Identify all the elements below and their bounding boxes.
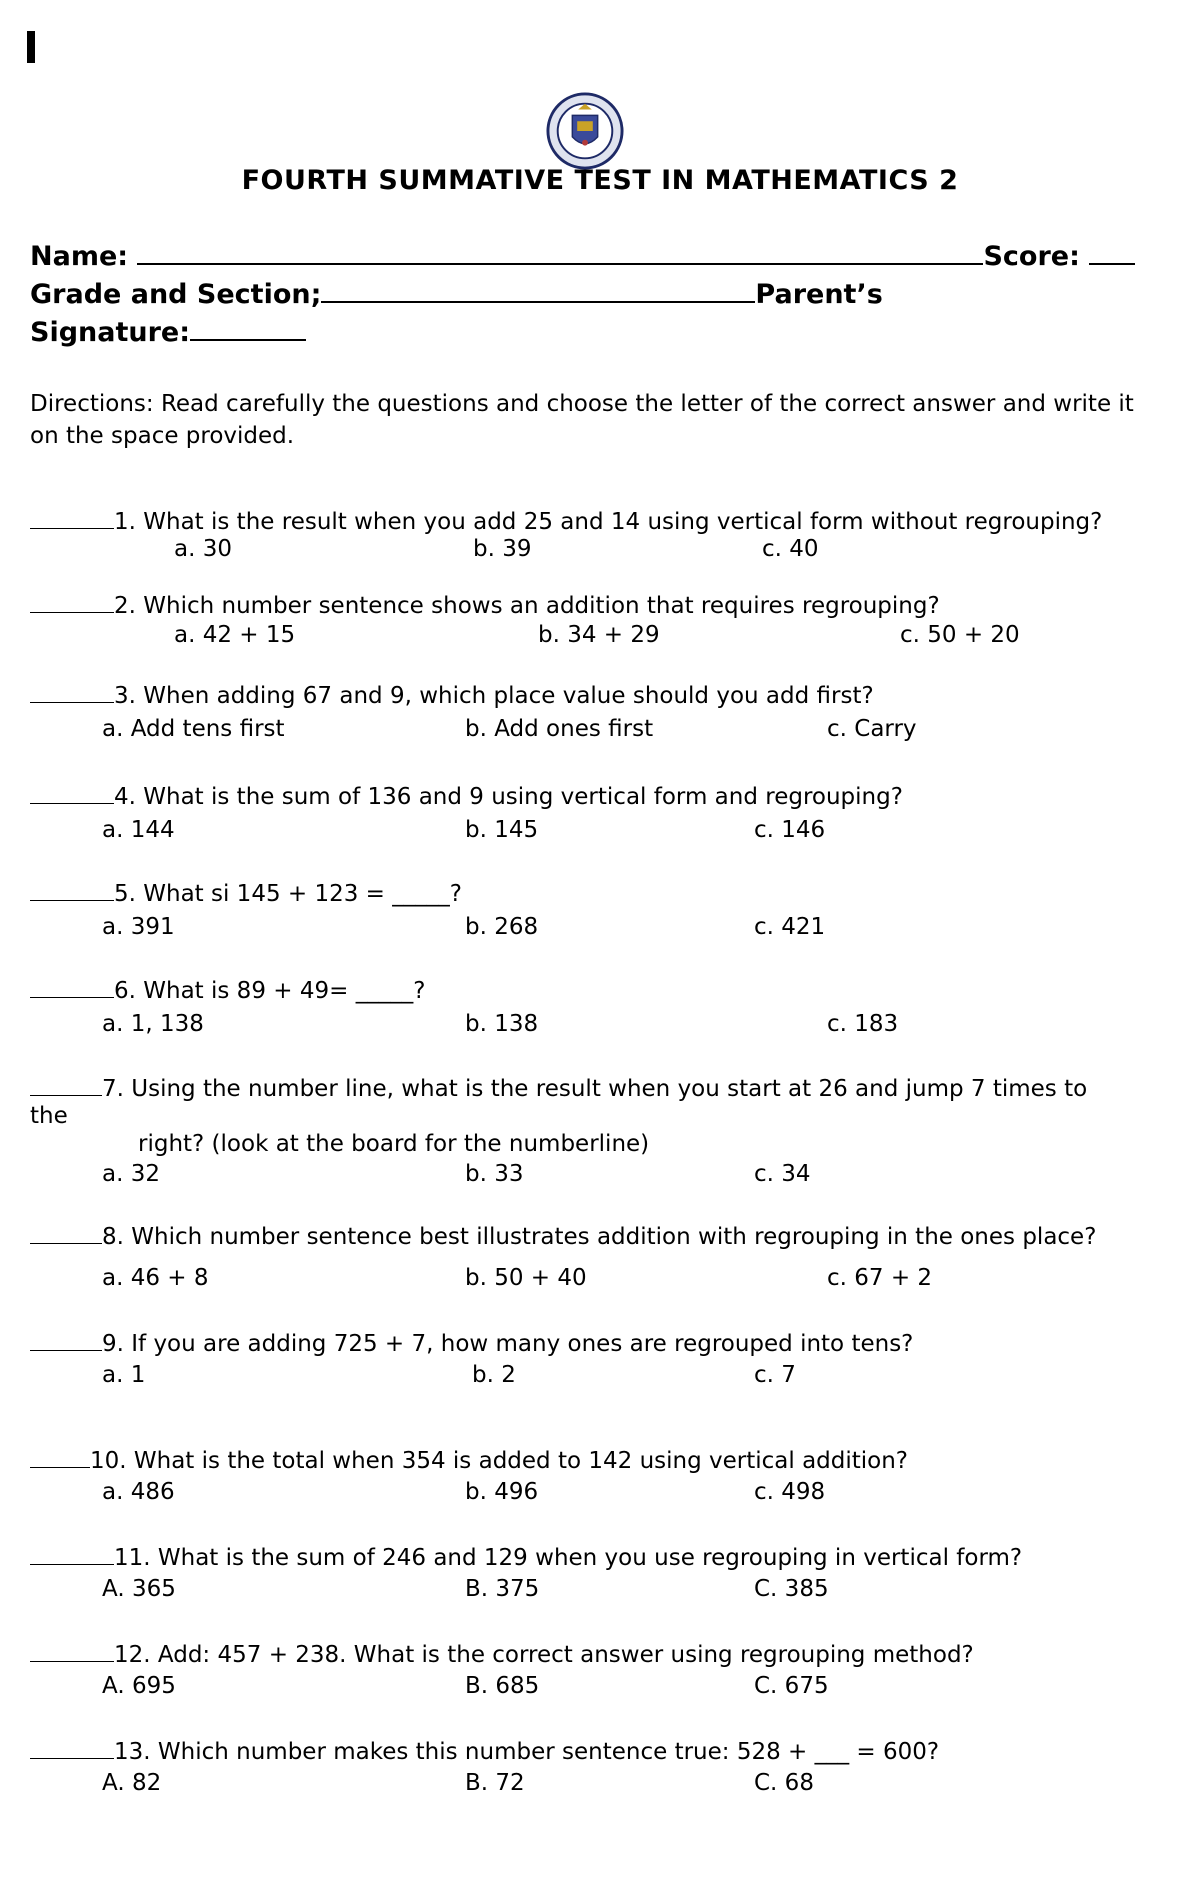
- answer-blank-10[interactable]: [30, 1447, 90, 1468]
- option-1a: a. 30: [174, 536, 232, 562]
- option-5a: a. 391: [102, 914, 175, 940]
- deped-seal-icon: [546, 92, 624, 170]
- question-1: [30, 508, 1102, 535]
- question-6: [30, 977, 425, 1004]
- grade-label: Grade and Section;: [30, 279, 322, 310]
- question-text-2: 2. Which number sentence shows an addition that requires regrouping?: [114, 593, 940, 619]
- question-text-9: 9. If you are adding 725 + 7, how many ones are regrouped into tens?: [102, 1331, 914, 1357]
- question-12: [30, 1641, 974, 1668]
- answer-blank-3[interactable]: [30, 682, 114, 703]
- answer-blank-8[interactable]: [30, 1223, 102, 1244]
- answer-blank-4[interactable]: [30, 783, 114, 804]
- option-8c: c. 67 + 2: [827, 1265, 933, 1291]
- question-5: [30, 880, 462, 907]
- option-10c: c. 498: [754, 1479, 826, 1505]
- question-text-10: 10. What is the total when 354 is added to 142 using vertical addition?: [90, 1448, 909, 1474]
- answer-blank-12[interactable]: [30, 1641, 114, 1662]
- option-3b: b. Add ones first: [465, 716, 654, 742]
- option-11b: B. 375: [465, 1576, 540, 1602]
- answer-blank-5[interactable]: [30, 880, 114, 901]
- option-9b: b. 2: [472, 1362, 516, 1388]
- parent-label: Parent’s: [755, 279, 883, 310]
- option-7c: c. 34: [754, 1161, 811, 1187]
- question-text-5: 5. What si 145 + 123 = _____?: [114, 881, 462, 907]
- option-10b: b. 496: [465, 1479, 539, 1505]
- option-3c: c. Carry: [827, 716, 917, 742]
- grade-field-row: [30, 279, 883, 310]
- answer-blank-7[interactable]: [30, 1075, 102, 1096]
- grade-blank[interactable]: [321, 279, 755, 303]
- option-10a: a. 486: [102, 1479, 175, 1505]
- question-9: [30, 1330, 913, 1357]
- directions-text: Directions: Read carefully the questions and choose the letter of the correct answer and write it on the space provided.: [30, 391, 1134, 449]
- option-4b: b. 145: [465, 817, 539, 843]
- option-13c: C. 68: [754, 1770, 814, 1796]
- option-7b: b. 33: [465, 1161, 524, 1187]
- option-2c: c. 50 + 20: [900, 622, 1020, 648]
- option-1c: c. 40: [762, 536, 819, 562]
- answer-blank-9[interactable]: [30, 1330, 102, 1351]
- option-8b: b. 50 + 40: [465, 1265, 587, 1291]
- question-text-13: 13. Which number makes this number sentence true: 528 + ___ = 600?: [114, 1739, 940, 1765]
- answer-blank-11[interactable]: [30, 1544, 114, 1565]
- name-field-row: [30, 241, 1135, 272]
- option-8a: a. 46 + 8: [102, 1265, 209, 1291]
- option-1b: b. 39: [473, 536, 532, 562]
- question-7: [30, 1075, 1087, 1102]
- question-text-12: 12. Add: 457 + 238. What is the correct answer using regrouping method?: [114, 1642, 974, 1668]
- option-9a: a. 1: [102, 1362, 146, 1388]
- answer-blank-6[interactable]: [30, 977, 114, 998]
- option-3a: a. Add tens first: [102, 716, 285, 742]
- option-13b: B. 72: [465, 1770, 525, 1796]
- question-2: [30, 592, 940, 619]
- score-label: Score:: [983, 241, 1080, 272]
- question-text-1: 1. What is the result when you add 25 and 14 using vertical form without regrouping?: [114, 509, 1103, 535]
- answer-blank-2[interactable]: [30, 592, 114, 613]
- signature-field-row: [30, 317, 306, 348]
- page-title: FOURTH SUMMATIVE TEST IN MATHEMATICS 2: [241, 165, 959, 196]
- name-blank[interactable]: [137, 241, 983, 265]
- option-6b: b. 138: [465, 1011, 539, 1037]
- answer-blank-13[interactable]: [30, 1738, 114, 1759]
- question-text-11: 11. What is the sum of 246 and 129 when you use regrouping in vertical form?: [114, 1545, 1023, 1571]
- question-4: [30, 783, 903, 810]
- question-7-wrap: the: [30, 1103, 68, 1129]
- question-13: [30, 1738, 939, 1765]
- option-13a: A. 82: [102, 1770, 162, 1796]
- signature-blank[interactable]: [190, 317, 306, 341]
- option-5b: b. 268: [465, 914, 539, 940]
- option-5c: c. 421: [754, 914, 826, 940]
- option-6a: a. 1, 138: [102, 1011, 204, 1037]
- option-7a: a. 32: [102, 1161, 160, 1187]
- corner-bar-mark: [27, 31, 35, 63]
- name-label: Name:: [30, 241, 129, 272]
- signature-label: Signature:: [30, 317, 191, 348]
- option-12b: B. 685: [465, 1673, 540, 1699]
- question-3: [30, 682, 874, 709]
- option-4a: a. 144: [102, 817, 175, 843]
- option-2a: a. 42 + 15: [174, 622, 296, 648]
- question-text-8: 8. Which number sentence best illustrates addition with regrouping in the ones place?: [102, 1224, 1097, 1250]
- question-11: [30, 1544, 1022, 1571]
- option-12a: A. 695: [102, 1673, 176, 1699]
- option-2b: b. 34 + 29: [538, 622, 660, 648]
- score-blank[interactable]: [1089, 241, 1135, 265]
- question-7-continued: right? (look at the board for the numberline): [138, 1131, 650, 1157]
- question-text-4: 4. What is the sum of 136 and 9 using vertical form and regrouping?: [114, 784, 903, 810]
- question-8: [30, 1223, 1096, 1250]
- option-6c: c. 183: [827, 1011, 899, 1037]
- question-text-3: 3. When adding 67 and 9, which place value should you add first?: [114, 683, 874, 709]
- question-text-7: 7. Using the number line, what is the result when you start at 26 and jump 7 times to: [102, 1076, 1088, 1102]
- option-4c: c. 146: [754, 817, 826, 843]
- option-11a: A. 365: [102, 1576, 176, 1602]
- option-11c: C. 385: [754, 1576, 829, 1602]
- option-12c: C. 675: [754, 1673, 829, 1699]
- question-10: [30, 1447, 908, 1474]
- question-text-6: 6. What is 89 + 49= _____?: [114, 978, 426, 1004]
- answer-blank-1[interactable]: [30, 508, 114, 529]
- option-9c: c. 7: [754, 1362, 796, 1388]
